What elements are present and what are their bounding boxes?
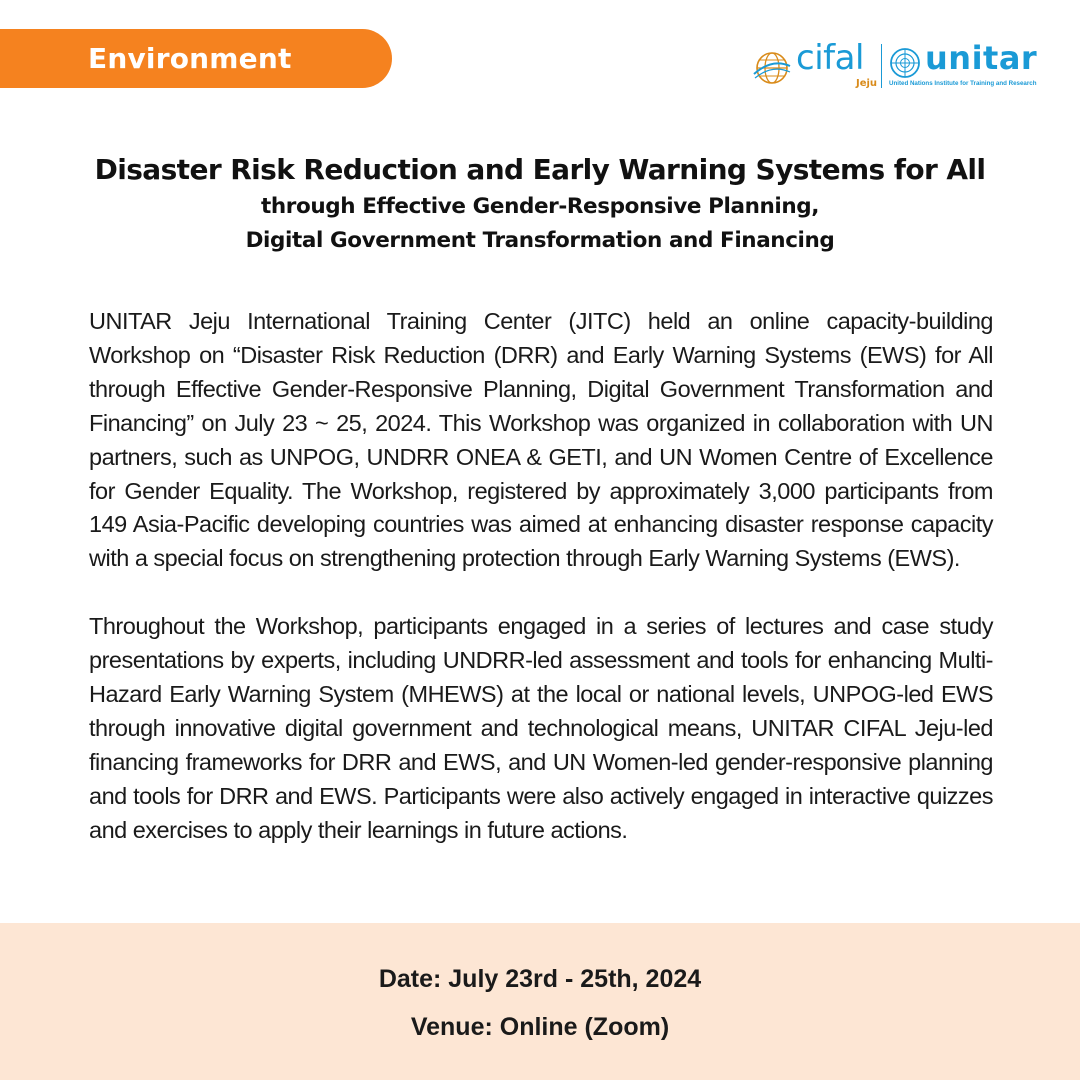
body-paragraph-1: UNITAR Jeju International Training Center (JITC) held an online capacity-building Workshop on “Disaster Risk Reduction (DRR) and Early Warning Systems (EWS) for All through Effective Gender-Responsive Planning, Digital Government Transformation and Financing” on July 23 ~ 25, 2024. This Workshop was organized in collaboration with UN partners, such as UNPOG, UNDRR ONEA & GETI, and UN Women Centre of Excellence for Gender Equality. The Workshop, registered by approximately 3,000 participants from 149 Asia-Pacific developing countries was aimed at enhancing disaster response capacity with a special focus on strengthening protection through Early Warning Systems (EWS). [89,308,993,572]
partner-logos [748,40,1048,92]
event-details-footer [0,923,1080,1080]
logo-divider [881,44,882,88]
body-paragraph-2: Throughout the Workshop, participants engaged in a series of lectures and case study presentations by experts, including UNDRR-led assessment and tools for enhancing Multi-Hazard Early Warning System (MHEWS) at the local or national levels, UNPOG-led EWS through innovative digital government and technological means, UNITAR CIFAL Jeju-led financing frameworks for DRR and EWS, and UN Women-led gender-responsive planning and tools for DRR and EWS. Participants were also actively engaged in interactive quizzes and exercises to apply their learnings in future actions. [89,613,993,843]
category-label: Environment [88,42,292,75]
cifal-wordmark: cifal [796,38,864,78]
category-tab [0,29,392,88]
un-emblem-icon [889,47,921,79]
title-main: Disaster Risk Reduction and Early Warning Systems for All [94,153,986,186]
unitar-tagline: United Nations Institute for Training and Research [889,80,1037,87]
article-title [40,150,1040,258]
article-body [89,305,993,847]
cifal-globe-icon [752,48,792,88]
cifal-location: Jeju [856,78,878,89]
event-venue: Venue: Online (Zoom) [410,1013,670,1041]
unitar-wordmark: unitar [925,39,1038,77]
event-date: Date: July 23rd - 25th, 2024 [378,965,702,993]
title-subtitle-line-1: through Effective Gender-Responsive Planning, [260,194,820,219]
title-subtitle-line-2: Digital Government Transformation and Financing [245,228,835,253]
